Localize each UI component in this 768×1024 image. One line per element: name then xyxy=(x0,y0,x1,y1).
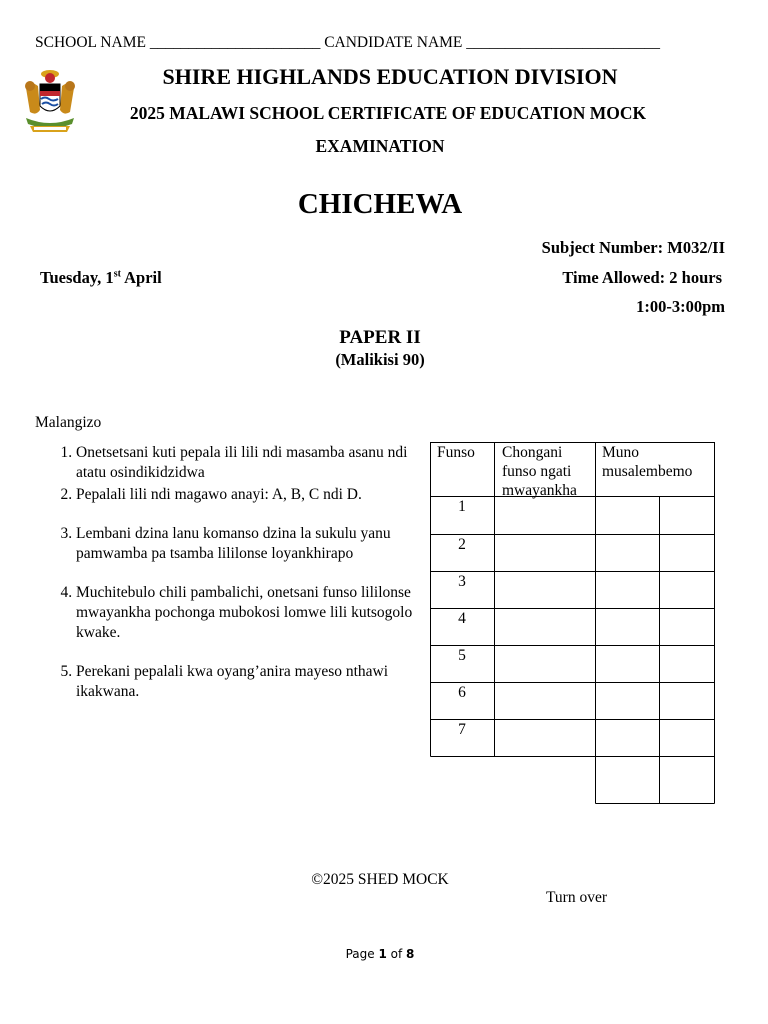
table-row-number: 2 xyxy=(458,536,466,553)
table-row-number: 5 xyxy=(458,647,466,664)
table-row-number: 7 xyxy=(458,721,466,738)
table-row-number: 4 xyxy=(458,610,466,627)
division-title: SHIRE HIGHLANDS EDUCATION DIVISION xyxy=(162,64,618,89)
table-header-chongani: Chongani funso ngati mwayankha xyxy=(502,444,577,499)
time-range: 1:00-3:00pm xyxy=(636,297,725,316)
school-candidate-name-line: SCHOOL NAME ______________________ CANDIDATE NAME _________________________ xyxy=(35,34,661,51)
turn-over-note: Turn over xyxy=(546,889,608,906)
instruction-item: 1. Onetsetsani kuti pepala ili lili ndi masamba asanu ndi atatu osindikidzidwa xyxy=(76,443,420,483)
subject-title: CHICHEWA xyxy=(297,188,463,220)
instructions-heading: Malangizo xyxy=(35,414,102,431)
exam-date: Tuesday, 1st April xyxy=(40,268,162,287)
exam-title-line1: 2025 MALAWI SCHOOL CERTIFICATE OF EDUCATION MOCK xyxy=(129,103,647,123)
page-number: Page 1 of 8 xyxy=(345,947,415,961)
instruction-item: 2. Pepalali lili ndi magawo anayi: A, B, C ndi D. xyxy=(76,485,420,505)
exam-title-line2: EXAMINATION xyxy=(315,136,445,156)
table-row-number: 6 xyxy=(458,684,466,701)
copyright: ©2025 SHED MOCK xyxy=(311,871,449,888)
table-header-muno: Muno musalembemo xyxy=(602,444,693,480)
instructions-list xyxy=(35,443,420,702)
instruction-item: 4. Muchitebulo chili pambalichi, onetsani funso lililonse mwayankha pochonga mubokosi lomwe lili kutsogolo kwake. xyxy=(76,583,420,643)
subject-number: Subject Number: M032/II xyxy=(541,238,725,257)
table-row-number: 1 xyxy=(458,498,466,515)
table-header-funso: Funso xyxy=(437,444,475,461)
instruction-item: 3. Lembani dzina lanu komanso dzina la sukulu yanu pamwamba pa tsamba lililonse loyankhirapo xyxy=(76,524,420,564)
instruction-item: 5. Perekani pepalali kwa oyang’anira mayeso nthawi ikakwana. xyxy=(76,662,420,702)
time-allowed: Time Allowed: 2 hours xyxy=(562,268,722,287)
paper-label: PAPER II xyxy=(339,327,421,348)
marks-label: (Malikisi 90) xyxy=(335,350,425,369)
table-row-number: 3 xyxy=(458,573,466,590)
